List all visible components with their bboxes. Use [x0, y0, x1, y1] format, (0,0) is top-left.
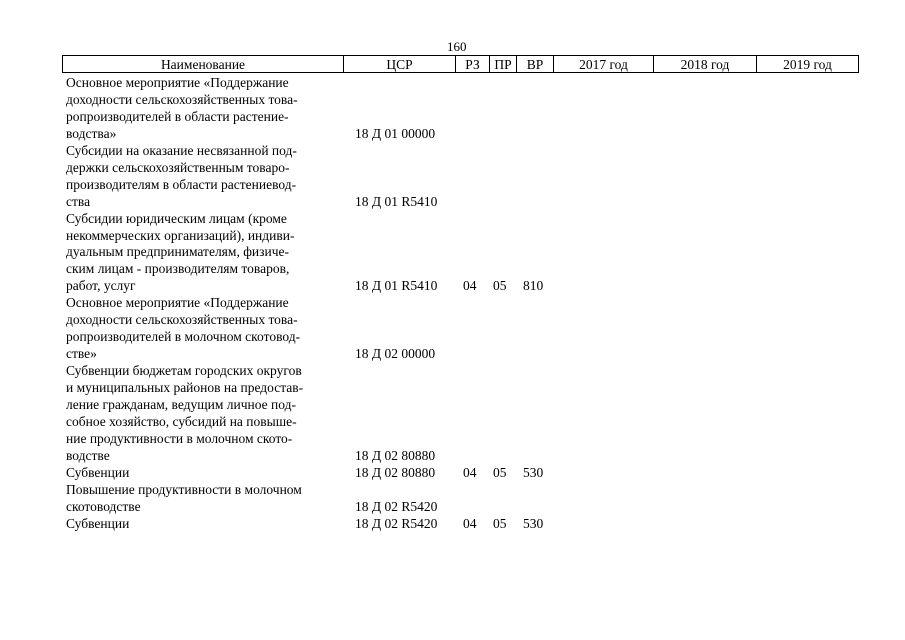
header-2019: 2019 год: [783, 57, 832, 72]
row-name-line: Субвенции: [66, 515, 130, 531]
row-vr: 530: [523, 515, 544, 531]
header-pr: ПР: [490, 56, 517, 73]
row-name-line: Основное мероприятие «Поддержание: [66, 75, 289, 90]
row-name-line: Субвенции бюджетам городских округов: [66, 363, 302, 379]
row-name-line: доходности сельскохозяйственных това-: [66, 312, 298, 328]
row-name-line: Субсидии юридическим лицам (кроме: [66, 210, 287, 226]
row-csr: 18 Д 01 R5410: [355, 193, 438, 209]
row-name-line: ропроизводителей в области растение-: [66, 108, 289, 124]
row-csr: 18 Д 02 R5420: [355, 498, 438, 514]
row-name-line: водства»: [66, 125, 117, 141]
header-vr: ВР: [517, 56, 554, 73]
table-header: [62, 55, 859, 73]
header-csr: ЦСР: [344, 56, 456, 73]
row-vr: 810: [523, 278, 544, 294]
header-2018: 2018 год: [654, 56, 757, 73]
header-name: Наименование: [63, 56, 344, 73]
row-name-line: некоммерческих организаций), индиви-: [66, 227, 295, 243]
row-csr: 18 Д 02 80880: [355, 447, 436, 463]
row-pr: 05: [493, 515, 507, 531]
row-name-line: дуальным предпринимателям, физиче-: [66, 244, 289, 260]
row-csr: 18 Д 01 R5410: [355, 278, 438, 294]
row-name-line: ропроизводителей в молочном скотовод-: [66, 329, 301, 345]
row-name-line: ние продуктивности в молочном ското-: [66, 430, 293, 446]
row-name-line: доходности сельскохозяйственных това-: [66, 91, 298, 107]
row-name-line: Субвенции: [66, 464, 130, 480]
row-name-line: ление гражданам, ведущим личное под-: [66, 397, 296, 413]
row-csr: 18 Д 02 00000: [355, 346, 436, 362]
row-name-line: Основное мероприятие «Поддержание: [66, 295, 289, 311]
row-name-line: Повышение продуктивности в молочном: [66, 481, 302, 497]
row-name-line: держки сельскохозяйственным товаро-: [66, 159, 290, 175]
row-name-line: скотоводстве: [66, 498, 141, 514]
row-name-line: ским лицам - производителям товаров,: [66, 261, 290, 277]
header-2017: 2017 год: [554, 56, 654, 73]
row-csr: 18 Д 02 R5420: [355, 515, 438, 531]
row-csr: 18 Д 01 00000: [355, 125, 436, 141]
row-csr: 18 Д 02 80880: [355, 464, 436, 480]
row-name-line: собное хозяйство, субсидий на повыше-: [66, 413, 297, 429]
row-name-line: Субсидии на оказание несвязанной под-: [66, 142, 297, 158]
row-name-line: производителям в области растениевод-: [66, 176, 297, 192]
page-number: 160: [447, 39, 467, 54]
row-vr: 530: [523, 464, 544, 480]
row-name-line: водстве: [66, 447, 110, 463]
header-rz: РЗ: [456, 56, 490, 73]
row-name-line: ства: [66, 193, 91, 209]
row-name-line: стве»: [66, 346, 97, 362]
row-pr: 05: [493, 464, 507, 480]
row-rz: 04: [463, 515, 477, 531]
row-name-line: и муниципальных районов на предостав-: [66, 380, 304, 396]
row-pr: 05: [493, 278, 507, 294]
row-name-line: работ, услуг: [66, 278, 136, 294]
row-rz: 04: [463, 278, 477, 294]
row-rz: 04: [463, 464, 477, 480]
